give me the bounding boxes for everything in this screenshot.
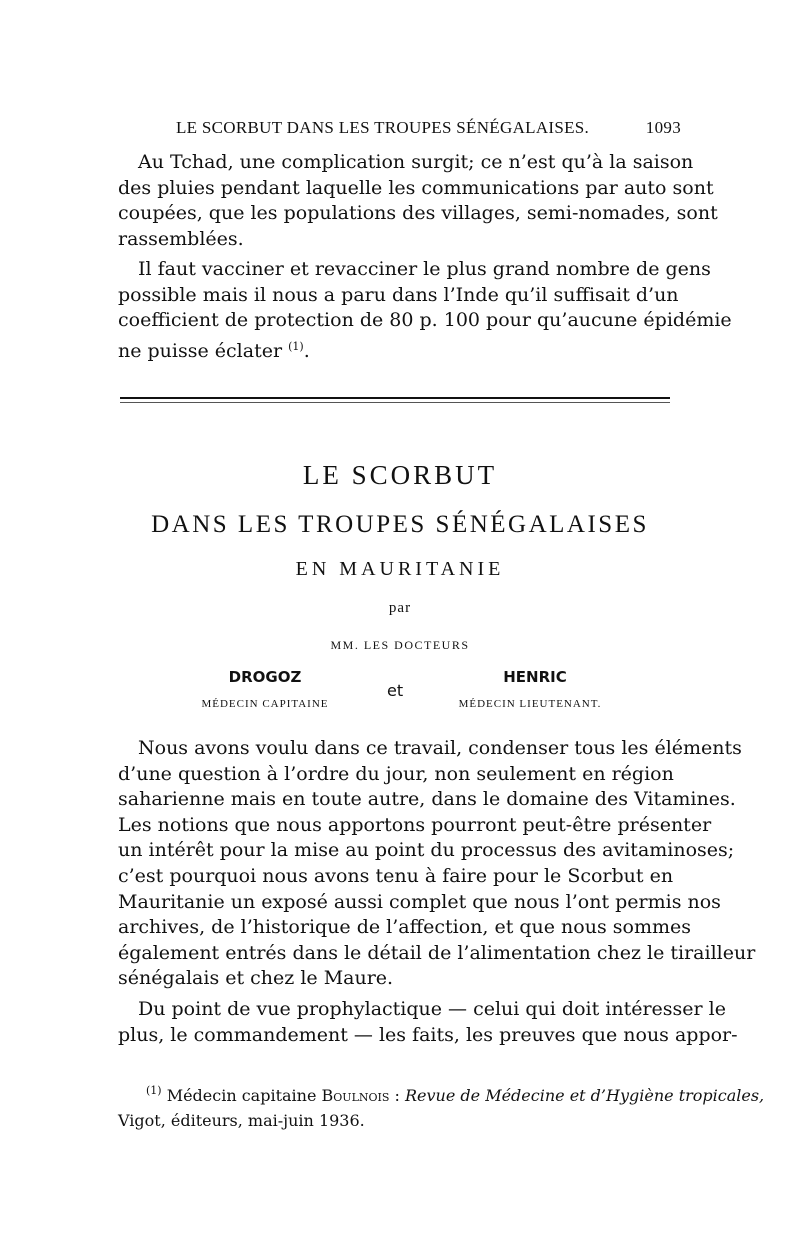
intro-paragraph-1: [118, 150, 718, 252]
footnote: [118, 1078, 765, 1133]
period: .: [303, 339, 310, 362]
text-line: Au Tchad, une complication surgit; ce n’est qu’à la saison: [138, 151, 694, 173]
footnote-text: Médecin capitaine: [166, 1086, 317, 1105]
text-line: archives, de l’historique de l’affection, et que nous sommes: [118, 916, 691, 939]
authors-intro: MM. LES DOCTEURS: [330, 638, 470, 652]
text-line: Du point de vue prophylactique — celui qui doit intéresser le: [138, 998, 726, 1020]
text-line: Nous avons voulu dans ce travail, condenser tous les éléments: [138, 737, 742, 759]
article-title-line-1: LE SCORBUT: [302, 460, 498, 490]
footnote-marker: (1): [146, 1084, 162, 1097]
author-2-name: HENRIC: [503, 668, 567, 686]
footnote-ref: (1): [288, 339, 304, 353]
text-line: [118, 334, 670, 365]
footnote-line-1: [118, 1078, 765, 1108]
text-segment: ne puisse éclater: [118, 339, 283, 362]
text-line: Mauritanie un exposé aussi complet que nous l’ont permis nos: [118, 890, 721, 913]
text-line: sénégalais et chez le Maure.: [118, 967, 394, 990]
running-head-title: LE SCORBUT DANS LES TROUPES SÉNÉGALAISES.: [176, 118, 590, 137]
byline-par: par: [388, 600, 412, 616]
text-line: coefficient de protection de 80 p. 100 pour qu’aucune épidémie: [118, 309, 732, 332]
text-line: rassemblées.: [118, 227, 244, 250]
body-paragraph-1: [118, 736, 756, 992]
page-number: 1093: [645, 118, 681, 137]
footnote-line-2: Vigot, éditeurs, mai-juin 1936.: [118, 1111, 365, 1130]
text-line: coupées, que les populations des villages, semi-nomades, sont: [118, 202, 718, 225]
author-1-name: DROGOZ: [228, 668, 302, 686]
text-line: c’est pourquoi nous avons tenu à faire pour le Scorbut en: [118, 864, 674, 887]
text-line: Il faut vacciner et revacciner le plus grand nombre de gens: [138, 258, 711, 280]
footnote-separator: :: [394, 1086, 400, 1105]
body-paragraph-2: [118, 997, 738, 1048]
intro-paragraph-2: [118, 257, 732, 364]
text-line: saharienne mais en toute autre, dans le domaine des Vitamines.: [118, 788, 736, 811]
text-line: plus, le commandement — les faits, les preuves que nous appor-: [118, 1023, 738, 1046]
footnote-journal: Revue de Médecine et d’Hygiène tropicales,: [404, 1086, 765, 1105]
author-1-rank: MÉDECIN CAPITAINE: [201, 698, 329, 710]
article-title-line-3: EN MAURITANIE: [295, 558, 505, 580]
section-divider-thin: [120, 402, 670, 403]
conjunction: et: [387, 681, 404, 700]
article-title-line-2: DANS LES TROUPES SÉNÉGALAISES: [151, 511, 649, 538]
text-line: possible mais il nous a paru dans l’Inde qu’il suffisait d’un: [118, 283, 679, 306]
text-line: des pluies pendant laquelle les communications par auto sont: [118, 176, 714, 199]
author-2-rank: MÉDECIN LIEUTENANT.: [458, 698, 602, 710]
text-line: d’une question à l’ordre du jour, non seulement en région: [118, 762, 674, 785]
text-line: Les notions que nous apportons pourront peut-être présenter: [118, 813, 712, 836]
text-line: un intérêt pour la mise au point du processus des avitaminoses;: [118, 839, 735, 862]
footnote-author: Boulnois: [321, 1086, 390, 1105]
text-line: également entrés dans le détail de l’alimentation chez le tirailleur: [118, 941, 756, 964]
section-divider: [120, 397, 670, 399]
